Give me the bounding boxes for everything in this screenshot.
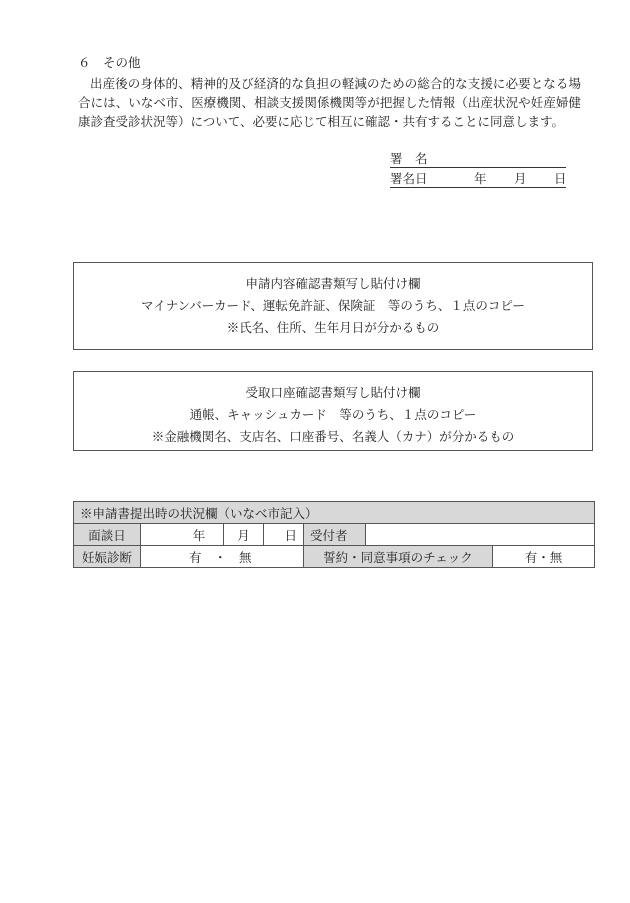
signature-date-label: 署名日 (390, 171, 428, 186)
signature-year-label: 年 (474, 171, 487, 186)
signature-day-label: 日 (554, 171, 567, 186)
pregnancy-diagnosis-label: 妊娠診断 (74, 546, 141, 568)
pledge-check-value[interactable]: 有・無 (493, 546, 595, 568)
id-box-title: 申請内容確認書類写し貼付け欄 (245, 276, 421, 291)
id-box-line1: マイナンバーカード、運転免許証、保険証 等のうち、１点のコピー (141, 298, 525, 313)
id-box-line2: ※氏名、住所、生年月日が分かるもの (226, 320, 440, 335)
bank-box-title: 受取口座確認書類写し貼付け欄 (245, 385, 421, 400)
status-table-header: ※申請書提出時の状況欄（いなべ市記入） (74, 502, 595, 524)
signature-month-label: 月 (514, 171, 527, 186)
section-heading: ６ その他 (78, 55, 141, 70)
receiver-label: 受付者 (304, 524, 366, 546)
interview-day-cell[interactable]: 日 (264, 524, 304, 546)
receiver-field[interactable] (366, 524, 595, 546)
signature-name-label: 署 名 (390, 151, 428, 166)
bank-box-line2: ※金融機関名、支店名、口座番号、名義人（カナ）が分かるもの (151, 429, 515, 444)
bank-box-line1: 通帳、キャッシュカード 等のうち、１点のコピー (189, 407, 477, 422)
pregnancy-diagnosis-value[interactable]: 有 ・ 無 (141, 546, 304, 568)
consent-paragraph: 出産後の身体的、精神的及び経済的な負担の軽減のための総合的な支援に必要となる場合には、いなべ市、医療機関、相談支援関係機関等が把握した情報（出産状況や妊産婦健康診査受診状況等）について、必要に応じて相互に確認・共有することに同意します。 (78, 76, 581, 130)
interview-date-label: 面談日 (74, 524, 141, 546)
pledge-check-label: 誓約・同意事項のチェック (304, 546, 493, 568)
signature-date-line[interactable] (390, 171, 566, 188)
interview-year-cell[interactable]: 年 (141, 524, 224, 546)
interview-month-cell[interactable]: 月 (224, 524, 264, 546)
status-table (73, 501, 595, 568)
bank-document-paste-box (73, 371, 593, 451)
signature-name-line[interactable] (390, 151, 566, 168)
id-document-paste-box (73, 262, 593, 350)
